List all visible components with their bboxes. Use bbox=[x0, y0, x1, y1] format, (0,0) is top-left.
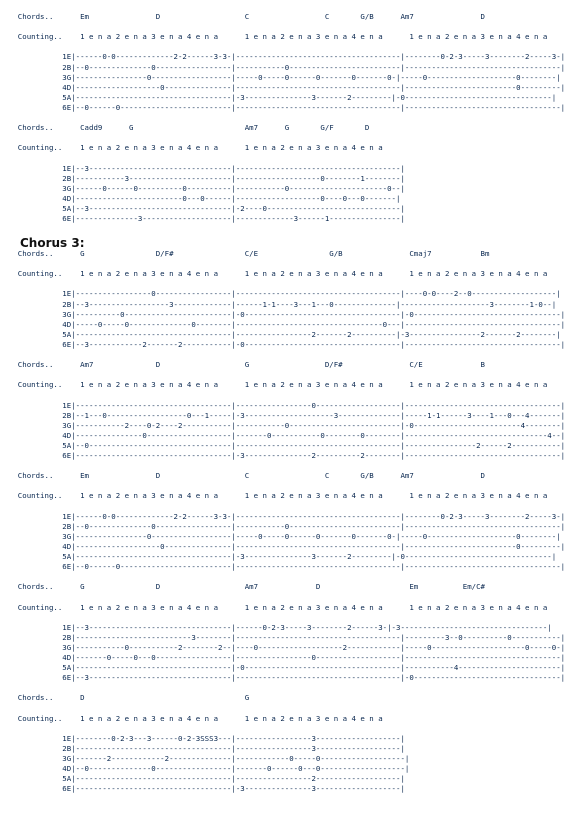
tab-line: Counting.. 1 e n a 2 e n a 3 e n a 4 e n a 1 e n a 2 e n a 3 e n a 4 e n a 1 e n a 2 e n a 3 e n a 4 e n a bbox=[0, 491, 548, 501]
chorus-3-heading: Chorus 3: bbox=[20, 236, 85, 250]
tab-line: 3G|----------0------------------------|-0-----------------------------------|-0---------------------------------| bbox=[0, 309, 566, 319]
tab-line: 2B|-----------3-----------------------|-------------------0--------1--------| bbox=[0, 173, 405, 183]
tab-line: 1E|--3--------------------------------|-------------------------------------| bbox=[0, 163, 405, 173]
tab-line: 5A|-----------------------------------|-3---------------3-------2---------|-0---------------------------------| bbox=[0, 92, 557, 102]
tab-line: 3G|-------2------------2--------------|------------0-----0-------------------| bbox=[0, 754, 410, 763]
tab-line: 6E|--3--------------------------------|-------------------------------------|-0---------------------------------| bbox=[0, 673, 566, 683]
tab-line: Chords.. D G bbox=[0, 693, 250, 703]
tab-line: Counting.. 1 e n a 2 e n a 3 e n a 4 e n a 1 e n a 2 e n a 3 e n a 4 e n a bbox=[0, 143, 383, 153]
tab-line: Chords.. Em D C C G/B Am7 D bbox=[0, 471, 485, 481]
tab-line: 5A|-----------------------------------|-----------------2-------------------| bbox=[0, 774, 405, 784]
tab-line: 1E|-----------------0-----------------|-------------------------------------|----0-0----2--0-------------------| bbox=[0, 289, 561, 299]
tab-line: Counting.. 1 e n a 2 e n a 3 e n a 4 e n a 1 e n a 2 e n a 3 e n a 4 e n a 1 e n a 2 e n a 3 e n a 4 e n a bbox=[0, 380, 548, 390]
tab-line: Chords.. Am7 D G D/F# C/E B bbox=[0, 360, 485, 370]
tab-line: Chords.. G D Am7 D Em Em/C# bbox=[0, 582, 485, 592]
tab-line: Counting.. 1 e n a 2 e n a 3 e n a 4 e n a 1 e n a 2 e n a 3 e n a 4 e n a 1 e n a 2 e n a 3 e n a 4 e n a bbox=[0, 269, 548, 279]
tab-line: 5A|--0--------------------------------|-------------------------------------|----------------2------2-----------| bbox=[0, 440, 566, 450]
tab-line: 1E|------0-0-------------2-2------3-3-|-------------------------------------|--------0-2-3-----3--------2-----3-| bbox=[0, 52, 566, 62]
tab-line: 4D|---------------0-------------------|-------0-----------0--------0--------|--------------------------------4--| bbox=[0, 430, 566, 440]
tab-line: 6E|--3------------2-------2-----------|-0-----------------------------------|-----------------------------------| bbox=[0, 339, 566, 349]
tab-line: 2B|--0--------------0-----------------|-----------0-------------------------|-----------------------------------| bbox=[0, 521, 566, 531]
tab-line: 4D|-------------------0---------------|-------------------------------------|-------------------------0---------| bbox=[0, 541, 566, 551]
tab-line: 3G|-----------0-----------2--------2--|----0-------------------2------------|-----0---------------------0-----0-| bbox=[0, 642, 566, 652]
tab-line: 2B|-----------------------------------|-----------------3-------------------| bbox=[0, 743, 405, 753]
tab-line: 5A|-----------------------------------|-3---------------3-------2---------|-0---------------------------------| bbox=[0, 552, 557, 561]
tab-line: Chords.. Em D C C G/B Am7 D bbox=[0, 12, 485, 21]
tab-line: 3G|----------------0------------------|-----0-----0------0-------0-------0-|-----0--------------------0--------| bbox=[0, 531, 561, 541]
tab-line: 2B|--1---0------------------0---1-----|-3--------------------3--------------|-----1-1------3----1---0---4-------| bbox=[0, 410, 566, 420]
tab-line: 6E|-----------------------------------|-3---------------2----------2--------|-----------------------------------| bbox=[0, 451, 566, 460]
tab-line: 4D|--0--------------0-----------------|-------0------0---0-------------------| bbox=[0, 764, 410, 774]
tab-line: Counting.. 1 e n a 2 e n a 3 e n a 4 e n a 1 e n a 2 e n a 3 e n a 4 e n a bbox=[0, 713, 383, 723]
tab-line: 5A|-----------------------------------|-----------------2-------2----------|-3----------------2-------2--------| bbox=[0, 329, 561, 339]
tab-line: Chords.. Cadd9 G Am7 G G/F D bbox=[0, 123, 370, 133]
tab-line: 3G|----------------0------------------|-----0-----0------0-------0-------0-|-----0--------------------0--------| bbox=[0, 72, 561, 82]
tab-line: 6E|-----------------------------------|-3---------------3-------------------| bbox=[0, 784, 405, 794]
tab-line: 4D|-----0-----0--------------0--------|---------------------------------0---|-----------------------------------| bbox=[0, 319, 566, 329]
tab-line: 1E|--------0-2-3---3------0-2-3SSS3---|-----------------3-------------------| bbox=[0, 733, 405, 743]
tab-line: 6E|--0------0-------------------------|-------------------------------------|-----------------------------------| bbox=[0, 562, 566, 572]
tab-line: 1E|--3--------------------------------|------0-2-3-----3--------2------3-|-3---------------------------------| bbox=[0, 622, 552, 632]
tab-line: 2B|--0--------------0-----------------|-----------0-------------------------|-----------------------------------| bbox=[0, 62, 566, 72]
tab-line: 5A|--3--------------------------------|-2----0------------------------------| bbox=[0, 203, 405, 213]
tab-line: 6E|--------------3--------------------|-------------3------1----------------| bbox=[0, 214, 405, 223]
tab-line: 4D|-------------------0---------------|-------------------------------------|-------------------------0---------| bbox=[0, 82, 566, 92]
tab-line: 1E|-----------------------------------|-----------------0-------------------|-----------------------------------| bbox=[0, 400, 566, 410]
tab-line: Chords.. G D/F# C/E G/B Cmaj7 Bm bbox=[0, 249, 490, 258]
tab-line: 3G|-----------2----0-2----2-----------|-----------0-------------------------|-0------------------------4--------| bbox=[0, 420, 566, 430]
tab-line: Counting.. 1 e n a 2 e n a 3 e n a 4 e n a 1 e n a 2 e n a 3 e n a 4 e n a 1 e n a 2 e n a 3 e n a 4 e n a bbox=[0, 32, 548, 42]
tab-line: Counting.. 1 e n a 2 e n a 3 e n a 4 e n a 1 e n a 2 e n a 3 e n a 4 e n a 1 e n a 2 e n a 3 e n a 4 e n a bbox=[0, 602, 548, 612]
tab-line: 3G|------0------0----------0----------|-----------0----------------------0--| bbox=[0, 183, 405, 193]
tab-line: 1E|------0-0-------------2-2------3-3-|-------------------------------------|--------0-2-3-----3--------2-----3-| bbox=[0, 511, 566, 521]
tab-line: 2B|--3------------------3-------------|------1-1----3---1---0--------------|--------------------3--------1-0--| bbox=[0, 299, 557, 309]
tab-line: 4D|------------------------0---0------|-------------------0----0---0-------| bbox=[0, 193, 401, 203]
tab-line: 2B|--------------------------3--------|-------------------------------------|---------3--0----------0-----------| bbox=[0, 632, 566, 642]
tab-line: 4D|-------0-----0---0-----------------|-----------------0-------------------|-----------------------------------| bbox=[0, 653, 566, 662]
tab-line: 5A|-----------------------------------|-0-----------------------------------|-----------4-----------------------| bbox=[0, 663, 566, 673]
tab-line: 6E|--0------0-------------------------|-------------------------------------|-----------------------------------| bbox=[0, 102, 566, 112]
